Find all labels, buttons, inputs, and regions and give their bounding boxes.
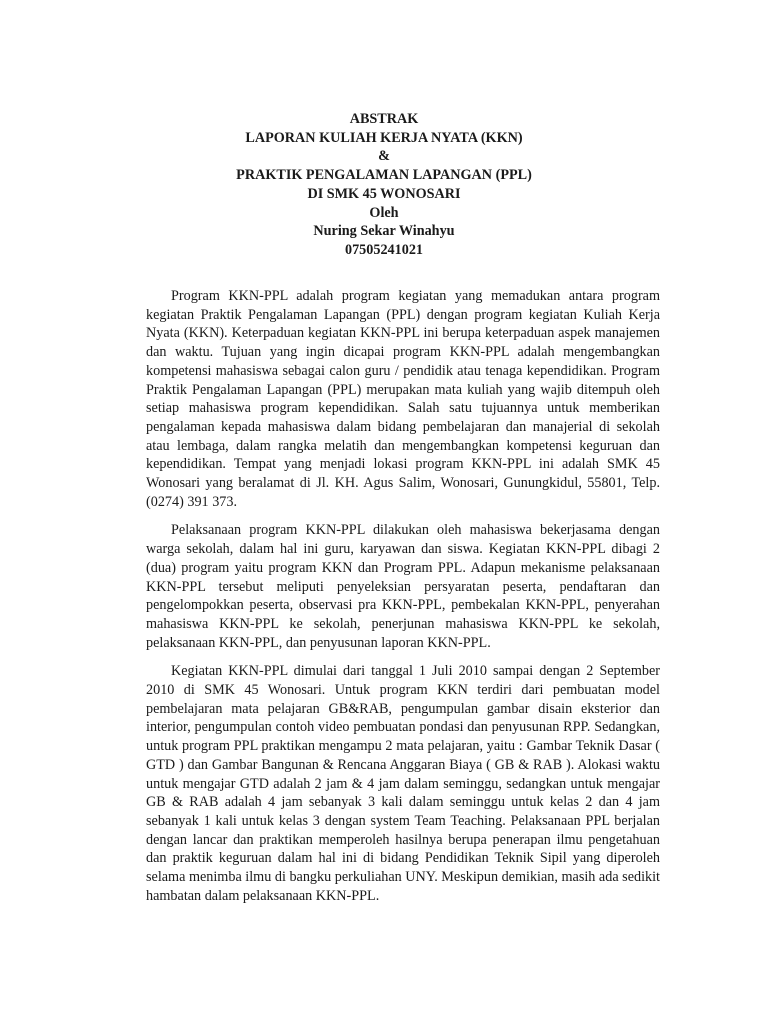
abstract-body: [146, 287, 660, 916]
document-title: ABSTRAK: [349, 111, 419, 127]
author-name: Nuring Sekar Winahyu: [313, 223, 455, 240]
report-location: DI SMK 45 WONOSARI: [307, 185, 461, 202]
title-ampersand: &: [378, 148, 390, 165]
abstract-header: [0, 110, 768, 260]
paragraph-3: Kegiatan KKN-PPL dimulai dari tanggal 1 Juli 2010 sampai dengan 2 September 2010 di SMK 45 Wonosari. Untuk program KKN terdiri dari pembuatan model pembelajaran mata pelajaran GB&RAB, pengumpulan gambar disain eksterior dan interior, pengumpulan contoh video pembuatan pondasi dan penyusunan RPP. Sedangkan, untuk program PPL praktikan mengampu 2 mata pelajaran, yaitu : Gambar Teknik Dasar ( GTD ) dan Gambar Bangunan & Rencana Anggaran Biaya ( GB & RAB ). Alokasi waktu untuk mengajar GTD adalah 2 jam & 4 jam dalam seminggu, sedangkan untuk mengajar GB & RAB adalah 4 jam sebanyak 3 kali dalam seminggu untuk kelas 2 dan 4 jam sebanyak 1 kali untuk kelas 3 dengan system Team Teaching. Pelaksanaan PPL berjalan dengan lancar dan praktikan memperoleh hasilnya berupa penerapan ilmu pengetahuan dan praktik keguruan dalam hal ini di bidang Pendidikan Teknik Sipil yang diperoleh selama menimba ilmu di bangku perkuliahan UNY. Meskipun demikian, masih ada sedikit hambatan dalam pelaksanaan KKN-PPL.: [146, 663, 660, 904]
author-id: 07505241021: [344, 241, 424, 258]
paragraph-2: Pelaksanaan program KKN-PPL dilakukan oleh mahasiswa bekerjasama dengan warga sekolah, dalam hal ini guru, karyawan dan siswa. Kegiatan KKN-PPL dibagi 2 (dua) program yaitu program KKN dan Program PPL. Adapun mekanisme pelaksanaan KKN-PPL tersebut meliputi penyeleksian persyaratan peserta, pendaftaran dan pengelompokkan peserta, observasi pra KKN-PPL, pembekalan KKN-PPL, penyerahan mahasiswa KKN-PPL ke sekolah, penerjunan mahasiswa KKN-PPL ke sekolah, pelaksanaan KKN-PPL, dan penyusunan laporan KKN-PPL.: [146, 522, 660, 651]
author-label: Oleh: [369, 204, 399, 221]
report-title-ppl: PRAKTIK PENGALAMAN LAPANGAN (PPL): [236, 167, 532, 184]
paragraph-1: Program KKN-PPL adalah program kegiatan yang memadukan antara program kegiatan Praktik Pengalaman Lapangan (PPL) dengan program kegiatan Kuliah Kerja Nyata (KKN). Keterpaduan kegiatan KKN-PPL ini berupa keterpaduan aspek manajemen dan waktu. Tujuan yang ingin dicapai program KKN-PPL adalah mengembangkan kompetensi mahasiswa sebagai calon guru / pendidik atau tenaga kependidikan. Program Praktik Pengalaman Lapangan (PPL) merupakan mata kuliah yang wajib ditempuh oleh setiap mahasiswa program kependidikan. Salah satu tujuannya untuk memberikan pengalaman kepada mahasiswa dalam bidang pembelajaran dan manajerial di sekolah atau lembaga, dalam rangka melatih dan mengembangkan kompetensi keguruan dan kependidikan. Tempat yang menjadi lokasi program KKN-PPL ini adalah SMK 45 Wonosari yang beralamat di Jl. KH. Agus Salim, Wonosari, Gunungkidul, 55801, Telp.(0274) 391 373.: [146, 288, 660, 510]
report-title-kkn: LAPORAN KULIAH KERJA NYATA (KKN): [245, 129, 523, 146]
